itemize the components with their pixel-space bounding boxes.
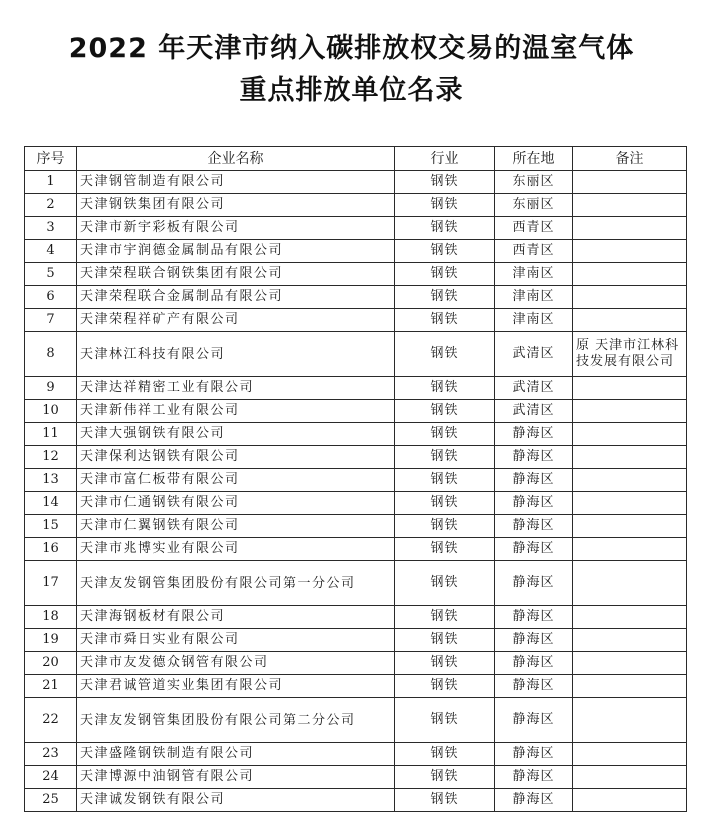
- table-row: [25, 423, 687, 446]
- row-seq: 14: [25, 492, 77, 515]
- row-company-name: 天津林江科技有限公司: [77, 332, 395, 377]
- row-company-name: 天津博源中油钢管有限公司: [77, 766, 395, 789]
- row-company-name: 天津市仁翼钢铁有限公司: [77, 515, 395, 538]
- row-industry: 钢铁: [395, 743, 495, 766]
- row-seq: 11: [25, 423, 77, 446]
- row-note: [573, 675, 687, 698]
- document-title-line-2: 重点排放单位名录: [239, 75, 464, 106]
- row-location: 静海区: [495, 766, 573, 789]
- row-industry: 钢铁: [395, 286, 495, 309]
- row-note: [573, 469, 687, 492]
- row-note: [573, 400, 687, 423]
- row-note: [573, 743, 687, 766]
- table-row: [25, 561, 687, 606]
- row-note: [573, 789, 687, 812]
- row-location: 静海区: [495, 606, 573, 629]
- header-note: 备注: [573, 147, 687, 171]
- row-seq: 24: [25, 766, 77, 789]
- row-location: 静海区: [495, 492, 573, 515]
- row-seq: 22: [25, 698, 77, 743]
- row-seq: 19: [25, 629, 77, 652]
- document-title-line-1: 2022 年天津市纳入碳排放权交易的温室气体: [68, 33, 635, 64]
- table-row: [25, 469, 687, 492]
- row-note: [573, 492, 687, 515]
- row-note: [573, 423, 687, 446]
- header-seq: 序号: [25, 147, 77, 171]
- table-row: [25, 240, 687, 263]
- row-company-name: 天津君诚管道实业集团有限公司: [77, 675, 395, 698]
- row-note: [573, 240, 687, 263]
- row-location: 津南区: [495, 286, 573, 309]
- table-row: [25, 332, 687, 377]
- row-location: 静海区: [495, 469, 573, 492]
- table-row: [25, 194, 687, 217]
- row-location: 静海区: [495, 423, 573, 446]
- row-seq: 23: [25, 743, 77, 766]
- row-location: 静海区: [495, 652, 573, 675]
- table-row: [25, 217, 687, 240]
- row-company-name: 天津大强钢铁有限公司: [77, 423, 395, 446]
- row-company-name: 天津钢管制造有限公司: [77, 171, 395, 194]
- row-industry: 钢铁: [395, 446, 495, 469]
- row-industry: 钢铁: [395, 492, 495, 515]
- row-note: [573, 286, 687, 309]
- row-company-name: 天津市宇润德金属制品有限公司: [77, 240, 395, 263]
- table-row: [25, 629, 687, 652]
- row-note: [573, 606, 687, 629]
- row-seq: 3: [25, 217, 77, 240]
- header-location: 所在地: [495, 147, 573, 171]
- table-body: [25, 171, 687, 812]
- row-note: [573, 629, 687, 652]
- row-industry: 钢铁: [395, 171, 495, 194]
- row-location: 静海区: [495, 789, 573, 812]
- row-location: 静海区: [495, 515, 573, 538]
- row-industry: 钢铁: [395, 698, 495, 743]
- row-company-name: 天津钢铁集团有限公司: [77, 194, 395, 217]
- row-seq: 25: [25, 789, 77, 812]
- row-company-name: 天津友发钢管集团股份有限公司第二分公司: [77, 698, 395, 743]
- header-industry: 行业: [395, 147, 495, 171]
- row-location: 静海区: [495, 538, 573, 561]
- row-location: 武清区: [495, 377, 573, 400]
- row-note: [573, 217, 687, 240]
- row-seq: 12: [25, 446, 77, 469]
- row-seq: 4: [25, 240, 77, 263]
- row-industry: 钢铁: [395, 423, 495, 446]
- row-company-name: 天津市舜日实业有限公司: [77, 629, 395, 652]
- row-note: [573, 652, 687, 675]
- row-seq: 9: [25, 377, 77, 400]
- row-seq: 10: [25, 400, 77, 423]
- row-company-name: 天津市兆博实业有限公司: [77, 538, 395, 561]
- table-row: [25, 675, 687, 698]
- row-note: [573, 766, 687, 789]
- row-industry: 钢铁: [395, 515, 495, 538]
- row-note: [573, 309, 687, 332]
- row-note: [573, 538, 687, 561]
- row-seq: 17: [25, 561, 77, 606]
- row-location: 武清区: [495, 332, 573, 377]
- table-row: [25, 446, 687, 469]
- table-row: [25, 263, 687, 286]
- row-industry: 钢铁: [395, 263, 495, 286]
- row-company-name: 天津荣程祥矿产有限公司: [77, 309, 395, 332]
- row-location: 武清区: [495, 400, 573, 423]
- row-seq: 7: [25, 309, 77, 332]
- row-industry: 钢铁: [395, 675, 495, 698]
- row-seq: 15: [25, 515, 77, 538]
- table-row: [25, 515, 687, 538]
- row-seq: 5: [25, 263, 77, 286]
- row-seq: 18: [25, 606, 77, 629]
- row-location: 静海区: [495, 629, 573, 652]
- table-row: [25, 789, 687, 812]
- row-company-name: 天津市友发德众钢管有限公司: [77, 652, 395, 675]
- table-row: [25, 606, 687, 629]
- row-company-name: 天津荣程联合钢铁集团有限公司: [77, 263, 395, 286]
- row-seq: 1: [25, 171, 77, 194]
- row-industry: 钢铁: [395, 469, 495, 492]
- row-location: 西青区: [495, 217, 573, 240]
- row-company-name: 天津保利达钢铁有限公司: [77, 446, 395, 469]
- row-company-name: 天津市仁通钢铁有限公司: [77, 492, 395, 515]
- row-seq: 21: [25, 675, 77, 698]
- row-seq: 6: [25, 286, 77, 309]
- table-row: [25, 766, 687, 789]
- table-row: [25, 309, 687, 332]
- row-note: [573, 263, 687, 286]
- row-industry: 钢铁: [395, 240, 495, 263]
- row-industry: 钢铁: [395, 309, 495, 332]
- row-seq: 8: [25, 332, 77, 377]
- row-location: 静海区: [495, 561, 573, 606]
- row-location: 津南区: [495, 263, 573, 286]
- row-industry: 钢铁: [395, 652, 495, 675]
- row-location: 西青区: [495, 240, 573, 263]
- row-company-name: 天津荣程联合金属制品有限公司: [77, 286, 395, 309]
- row-seq: 13: [25, 469, 77, 492]
- row-industry: 钢铁: [395, 606, 495, 629]
- row-industry: 钢铁: [395, 561, 495, 606]
- row-industry: 钢铁: [395, 332, 495, 377]
- row-seq: 16: [25, 538, 77, 561]
- table-row: [25, 377, 687, 400]
- table-row: [25, 698, 687, 743]
- table-row: [25, 538, 687, 561]
- table-row: [25, 492, 687, 515]
- row-location: 静海区: [495, 743, 573, 766]
- table-row: [25, 171, 687, 194]
- row-industry: 钢铁: [395, 789, 495, 812]
- row-note: 原 天津市江林科技发展有限公司: [573, 332, 687, 377]
- row-location: 静海区: [495, 698, 573, 743]
- row-location: 静海区: [495, 675, 573, 698]
- row-company-name: 天津市新宇彩板有限公司: [77, 217, 395, 240]
- row-seq: 20: [25, 652, 77, 675]
- row-industry: 钢铁: [395, 629, 495, 652]
- row-company-name: 天津市富仁板带有限公司: [77, 469, 395, 492]
- row-industry: 钢铁: [395, 766, 495, 789]
- row-note: [573, 561, 687, 606]
- row-company-name: 天津盛隆钢铁制造有限公司: [77, 743, 395, 766]
- row-company-name: 天津友发钢管集团股份有限公司第一分公司: [77, 561, 395, 606]
- row-note: [573, 194, 687, 217]
- row-note: [573, 446, 687, 469]
- row-company-name: 天津新伟祥工业有限公司: [77, 400, 395, 423]
- row-location: 静海区: [495, 446, 573, 469]
- row-note: [573, 377, 687, 400]
- row-industry: 钢铁: [395, 194, 495, 217]
- table-header-row: [25, 147, 687, 171]
- row-industry: 钢铁: [395, 377, 495, 400]
- row-industry: 钢铁: [395, 538, 495, 561]
- row-company-name: 天津海钢板材有限公司: [77, 606, 395, 629]
- table-row: [25, 286, 687, 309]
- row-industry: 钢铁: [395, 400, 495, 423]
- row-note: [573, 698, 687, 743]
- row-note: [573, 171, 687, 194]
- row-location: 东丽区: [495, 194, 573, 217]
- row-company-name: 天津诚发钢铁有限公司: [77, 789, 395, 812]
- header-name: 企业名称: [77, 147, 395, 171]
- row-company-name: 天津达祥精密工业有限公司: [77, 377, 395, 400]
- table-row: [25, 652, 687, 675]
- table-row: [25, 743, 687, 766]
- row-seq: 2: [25, 194, 77, 217]
- row-location: 东丽区: [495, 171, 573, 194]
- table-row: [25, 400, 687, 423]
- emission-units-table: [24, 146, 687, 812]
- row-industry: 钢铁: [395, 217, 495, 240]
- row-location: 津南区: [495, 309, 573, 332]
- row-note: [573, 515, 687, 538]
